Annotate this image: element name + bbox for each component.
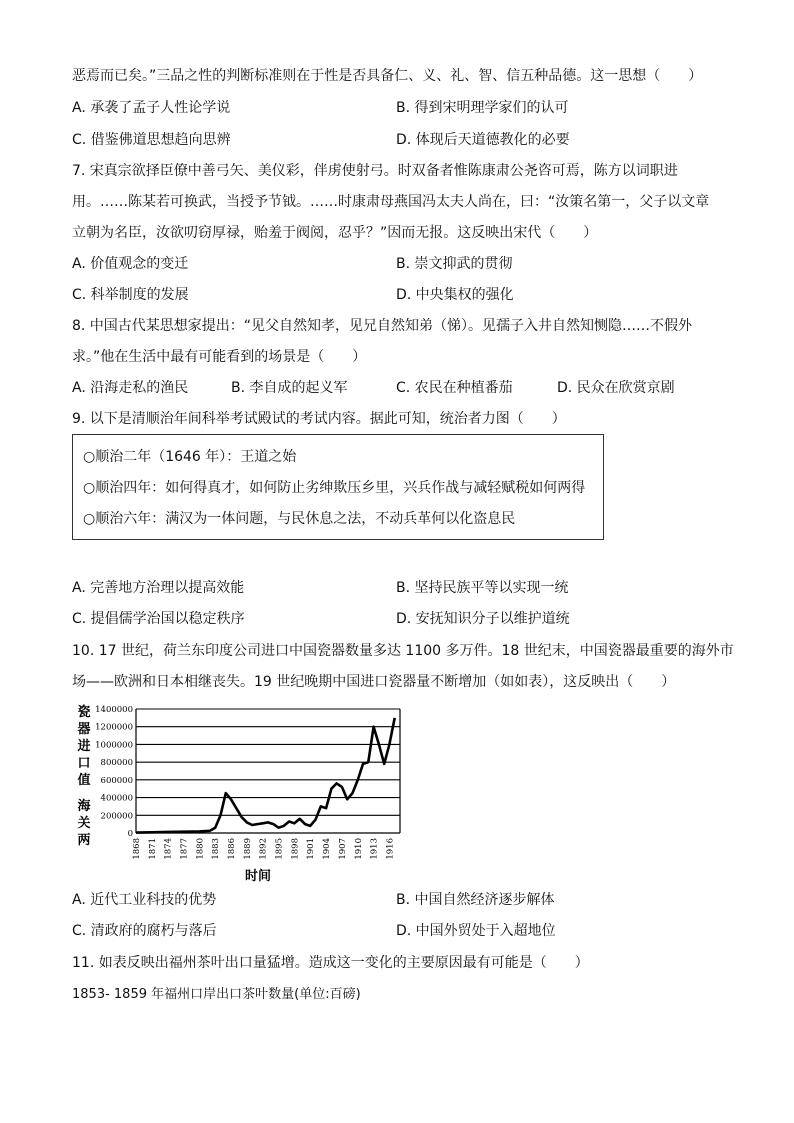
y-tick-label: 0 [127, 829, 133, 839]
q7-option-a[interactable]: A. 价值观念的变迁 [72, 256, 189, 272]
q10-option-a[interactable]: A. 近代工业科技的优势 [72, 892, 217, 908]
y-label-char: 两 [77, 833, 91, 848]
x-tick-label: 1895 [274, 838, 285, 860]
y-label-char: 口 [77, 756, 91, 771]
x-tick-label: 1907 [337, 838, 348, 860]
q9-option-b[interactable]: B. 坚持民族平等以实现一统 [396, 580, 569, 596]
x-tick-label: 1916 [385, 838, 396, 860]
q7-option-c[interactable]: C. 科举制度的发展 [72, 287, 189, 303]
y-label-char: 值 [77, 773, 91, 788]
q9-option-a[interactable]: A. 完善地方治理以提高效能 [72, 580, 245, 596]
q7-stem-line-3: 立朝为名臣，汝欲叨窃厚禄，贻羞于阀阅，忍乎？”因而无报。这反映出宋代（ ） [72, 225, 598, 241]
x-tick-labels [132, 838, 395, 860]
q11-stem: 11. 如表反映出福州茶叶出口量猛增。造成这一变化的主要原因最有可能是（ ） [72, 955, 589, 971]
q8-option-d[interactable]: D. 民众在欣赏京剧 [557, 380, 675, 396]
q9-option-c[interactable]: C. 提倡儒学治国以稳定秩序 [72, 611, 245, 627]
y-tick-label: 1000000 [95, 740, 133, 751]
q10-option-d[interactable]: D. 中国外贸处于入超地位 [396, 923, 556, 939]
q8-option-b[interactable]: B. 李自成的起义军 [231, 380, 348, 396]
q7-stem-line-2: 用。……陈某若可换武，当授予节钺。……时康肃母燕国冯太夫人尚在，曰：“汝策名第一，父子以文章 [72, 194, 710, 210]
x-tick-label: 1880 [195, 838, 206, 860]
x-tick-label: 1913 [369, 838, 380, 860]
q6-stem-tail: 恶焉而已矣。”三品之性的判断标准则在于性是否具备仁、义、礼、智、信五种品德。这一思想（ ） [72, 68, 703, 84]
y-tick-label: 200000 [100, 811, 133, 822]
q8-stem-line-2: 求。”他在生活中最有可能看到的场景是（ ） [72, 349, 367, 365]
q6-option-c[interactable]: C. 借鉴佛道思想趋向思辨 [72, 132, 231, 148]
q8-option-c[interactable]: C. 农民在种植番茄 [396, 380, 513, 396]
q11-table-caption: 1853- 1859 年福州口岸出口茶叶数量(单位:百磅) [72, 987, 361, 1002]
porcelain-import-chart [72, 700, 412, 886]
q9-option-d[interactable]: D. 安抚知识分子以维护道统 [396, 611, 570, 627]
x-tick-label: 1868 [132, 838, 142, 860]
y-label-char: 关 [77, 816, 91, 831]
q6-option-a[interactable]: A. 承袭了孟子人性论学说 [72, 100, 231, 116]
q9-material-line-1: ○顺治二年（1646 年）：王道之始 [83, 449, 297, 465]
x-tick-label: 1874 [163, 838, 174, 860]
x-tick-label: 1904 [322, 838, 333, 860]
x-tick-label: 1877 [179, 838, 190, 860]
q8-option-a[interactable]: A. 沿海走私的渔民 [72, 380, 189, 396]
y-label-char: 进 [77, 739, 91, 754]
x-tick-label: 1892 [258, 838, 269, 860]
x-tick-label: 1889 [242, 838, 253, 860]
q7-stem-line-1: 7. 宋真宗欲择臣僚中善弓矢、美仪彩，伴虏使射弓。时双备者惟陈康肃公尧咨可焉，陈方以词职进 [72, 163, 678, 179]
q7-option-d[interactable]: D. 中央集权的强化 [396, 287, 514, 303]
q9-material-line-2: ○顺治四年：如何得真才，如何防止劣绅欺压乡里，兴兵作战与减轻赋税如何两得 [83, 480, 586, 496]
x-tick-label: 1910 [353, 838, 364, 860]
q7-option-b[interactable]: B. 崇文抑武的贯彻 [396, 256, 513, 272]
q10-option-c[interactable]: C. 清政府的腐朽与落后 [72, 923, 217, 939]
q9-material-line-3: ○顺治六年：满汉为一体问题，与民休息之法，不动兵革何以化盗息民 [83, 511, 516, 527]
q8-stem-line-1: 8. 中国古代某思想家提出：“见父自然知孝，见兄自然知弟（悌）。见孺子入井自然知恻隐……不假外 [72, 318, 693, 334]
q9-material-box [72, 434, 604, 540]
q6-option-d[interactable]: D. 体现后天道德教化的必要 [396, 132, 570, 148]
q10-stem-line-1: 10. 17 世纪，荷兰东印度公司进口中国瓷器数量多达 1100 多万件。18 世纪末，中国瓷器最重要的海外市 [72, 643, 734, 659]
x-axis-label: 时间 [244, 869, 272, 884]
y-label-char: 海 [77, 799, 91, 814]
y-tick-labels [95, 705, 133, 839]
q9-stem: 9. 以下是清顺治年间科举考试殿试的考试内容。据此可知，统治者力图（ ） [72, 411, 566, 427]
q6-option-b[interactable]: B. 得到宋明理学家们的认可 [396, 100, 569, 116]
x-tick-label: 1886 [227, 838, 238, 860]
q10-stem-line-2: 场——欧洲和日本相继丧失。19 世纪晚期中国进口瓷器量不断增加（如如表），这反映出（ ） [72, 674, 676, 690]
y-label-char: 器 [77, 722, 91, 737]
y-tick-label: 1200000 [95, 722, 133, 733]
y-label-char: 瓷 [77, 705, 91, 720]
y-axis-label [76, 704, 91, 848]
x-tick-label: 1883 [211, 838, 222, 860]
y-tick-label: 600000 [100, 775, 133, 786]
x-tick-label: 1901 [306, 838, 317, 860]
y-tick-label: 1400000 [95, 705, 133, 715]
y-tick-label: 800000 [100, 758, 133, 769]
q10-option-b[interactable]: B. 中国自然经济逐步解体 [396, 892, 555, 908]
x-tick-label: 1898 [290, 838, 301, 860]
x-tick-label: 1871 [147, 838, 158, 860]
y-tick-label: 400000 [100, 793, 133, 804]
